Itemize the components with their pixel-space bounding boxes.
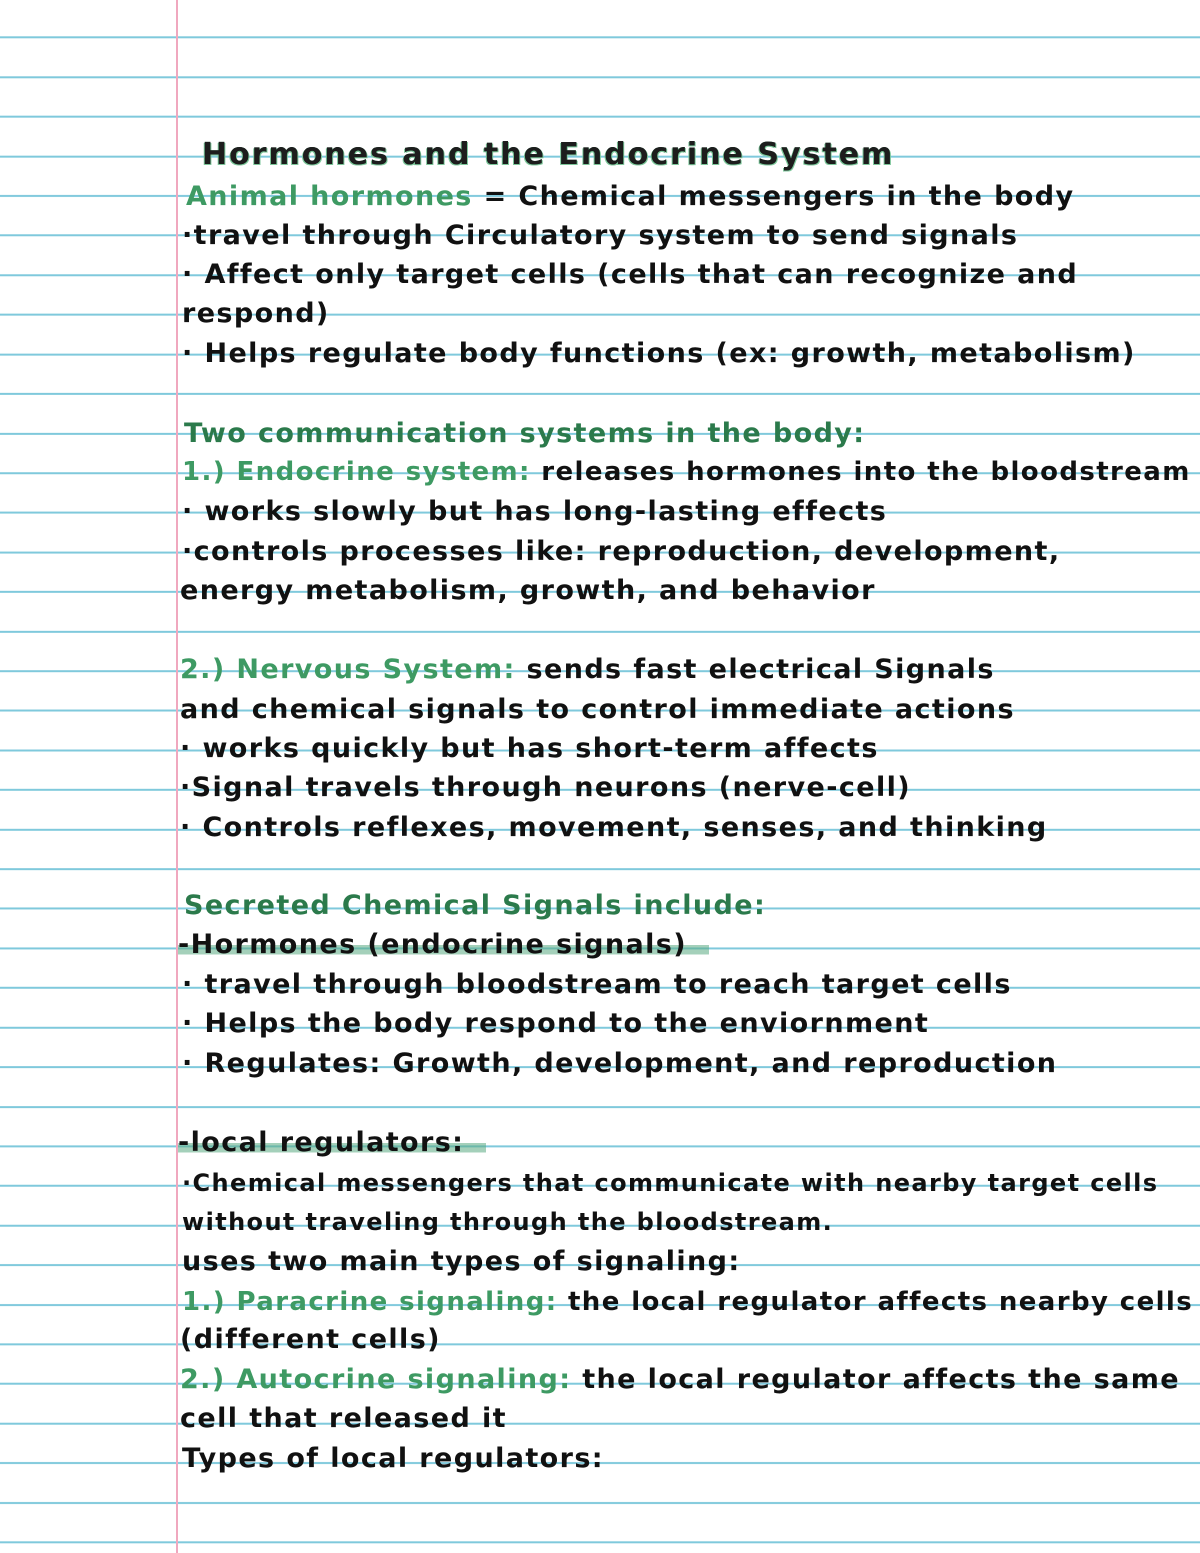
section3-heading: Secreted Chemical Signals include: — [184, 890, 767, 921]
section2-heading: Two communication systems in the body: — [184, 418, 866, 449]
endocrine-label: 1.) Endocrine system: — [182, 457, 531, 487]
endocrine-detail: ·controls processes like: reproduction, development, — [182, 536, 1061, 567]
section1-heading-line — [186, 179, 1074, 215]
local-regulators-detail: without traveling through the bloodstream. — [182, 1208, 834, 1236]
section1-line: · Affect only target cells (cells that can recognize and — [182, 259, 1079, 290]
hormones-detail: · travel through bloodstream to reach target cells — [182, 969, 1012, 1000]
types-line: Types of local regulators: — [182, 1443, 604, 1474]
nervous-rest: sends fast electrical Signals — [515, 654, 995, 685]
page-title: Hormones and the Endocrine System — [202, 137, 895, 172]
paracrine-label: 1.) Paracrine signaling: — [182, 1287, 558, 1317]
autocrine-rest: the local regulator affects the same — [571, 1364, 1180, 1395]
section1-heading-rest: = Chemical messengers in the body — [472, 181, 1075, 212]
hormones-detail: · Helps the body respond to the enviornment — [182, 1008, 930, 1039]
endocrine-rest: releases hormones into the bloodstream — [530, 457, 1191, 487]
nervous-line — [180, 652, 995, 688]
hormones-detail: · Regulates: Growth, development, and reproduction — [182, 1048, 1058, 1079]
autocrine-line2: cell that released it — [180, 1403, 507, 1434]
paracrine-line — [182, 1284, 1193, 1320]
section1-line: respond) — [182, 298, 330, 329]
nervous-detail: and chemical signals to control immediate actions — [180, 694, 1015, 725]
endocrine-detail: energy metabolism, growth, and behavior — [180, 575, 876, 606]
local-regulators-detail: uses two main types of signaling: — [182, 1246, 741, 1277]
nervous-detail: ·Signal travels through neurons (nerve-cell) — [180, 772, 912, 803]
hormones-highlight: -Hormones (endocrine signals) — [178, 929, 709, 960]
nervous-detail: · Controls reflexes, movement, senses, and thinking — [180, 812, 1048, 843]
autocrine-line — [180, 1362, 1180, 1398]
paracrine-line2: (different cells) — [180, 1324, 441, 1355]
hormones-subheading — [178, 927, 709, 963]
section1-heading: Animal hormones — [186, 181, 473, 212]
local-regulators-highlight: -local regulators: — [178, 1127, 486, 1158]
endocrine-line — [182, 454, 1191, 490]
section1-line: · Helps regulate body functions (ex: growth, metabolism) — [182, 338, 1136, 369]
paracrine-rest: the local regulator affects nearby cells — [557, 1287, 1194, 1317]
local-regulators-subheading — [178, 1125, 486, 1161]
section1-line: ·travel through Circulatory system to send signals — [182, 220, 1019, 251]
endocrine-detail: · works slowly but has long-lasting effects — [182, 496, 888, 527]
nervous-label: 2.) Nervous System: — [180, 654, 516, 685]
nervous-detail: · works quickly but has short-term affects — [180, 733, 879, 764]
local-regulators-detail: ·Chemical messengers that communicate with nearby target cells — [182, 1169, 1159, 1197]
autocrine-label: 2.) Autocrine signaling: — [180, 1364, 572, 1395]
